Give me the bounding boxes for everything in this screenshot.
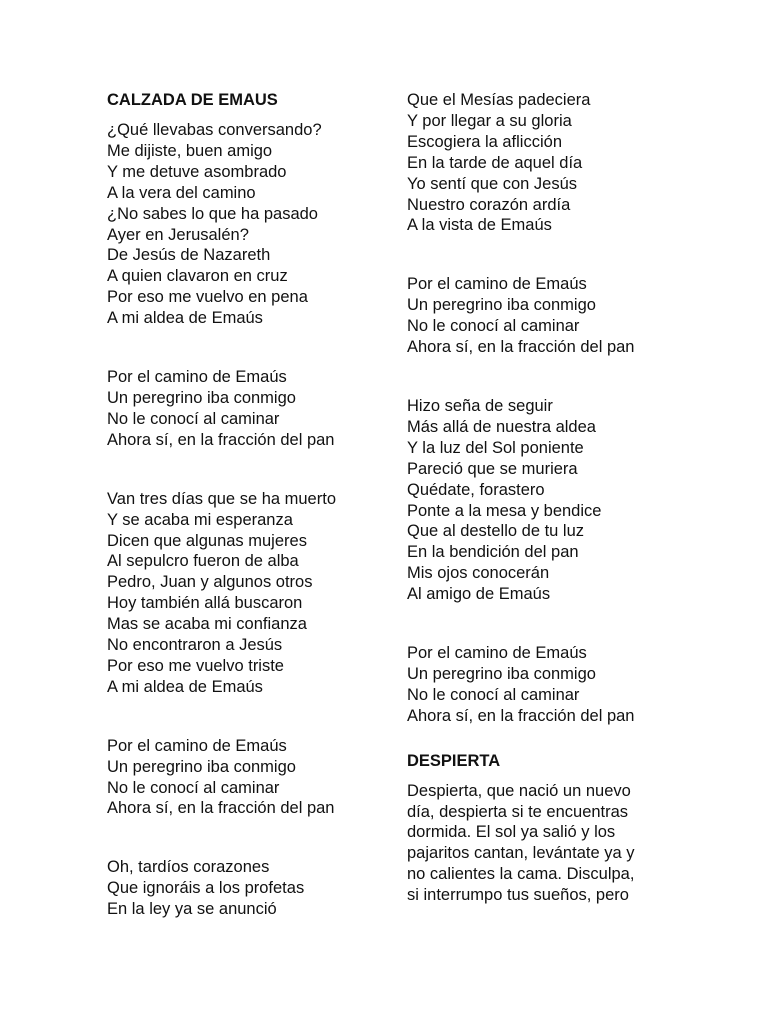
song-title: CALZADA DE EMAUS	[107, 91, 278, 109]
verse-line: Que ignoráis a los profetas	[107, 879, 305, 898]
verse-line: Al amigo de Emaús	[407, 585, 551, 604]
paragraph-line: Despierta, que nació un nuevo	[407, 781, 631, 800]
paragraph-line: dormida. El sol ya salió y los	[407, 823, 616, 842]
verse-line: Al sepulcro fueron de alba	[107, 552, 299, 571]
verse-line: A quien clavaron en cruz	[107, 267, 288, 286]
verse-line: De Jesús de Nazareth	[107, 246, 271, 265]
verse-line: Nuestro corazón ardía	[407, 195, 571, 214]
right-stanzas	[407, 90, 657, 727]
stanza	[107, 857, 387, 920]
stanza	[107, 367, 387, 451]
second-song-title: DESPIERTA	[407, 751, 501, 770]
prose-paragraph	[407, 781, 657, 906]
verse-line: A la vera del camino	[107, 183, 256, 202]
verse-line: Van tres días que se ha muerto	[107, 489, 336, 508]
verse-line: No encontraron a Jesús	[107, 636, 283, 655]
stanza	[407, 396, 657, 605]
verse-line: Ayer en Jerusalén?	[107, 225, 249, 244]
verse-line: Ahora sí, en la fracción del pan	[407, 706, 635, 725]
verse-line: Un peregrino iba conmigo	[107, 757, 296, 776]
verse-line: No le conocí al caminar	[407, 685, 580, 704]
verse-line: Ahora sí, en la fracción del pan	[107, 430, 335, 449]
paragraph-line: pajaritos cantan, levántate ya y	[407, 844, 635, 863]
stanza	[107, 736, 387, 820]
left-stanzas	[107, 120, 387, 920]
verse-line: Un peregrino iba conmigo	[407, 664, 596, 683]
right-column	[407, 90, 657, 906]
verse-line: Escogiera la aflicción	[407, 132, 562, 151]
verse-line: Un peregrino iba conmigo	[107, 388, 296, 407]
verse-line: No le conocí al caminar	[107, 778, 280, 797]
verse-line: A mi aldea de Emaús	[107, 677, 263, 696]
verse-line: A mi aldea de Emaús	[107, 309, 263, 328]
stanza	[107, 489, 387, 698]
paragraph-line: no calientes la cama. Disculpa,	[407, 865, 635, 884]
verse-line: Pedro, Juan y algunos otros	[107, 573, 313, 592]
verse-line: Y por llegar a su gloria	[407, 111, 572, 130]
verse-line: Un peregrino iba conmigo	[407, 296, 596, 315]
verse-line: Por eso me vuelvo triste	[107, 656, 284, 675]
paragraph-line: si interrumpo tus sueños, pero	[407, 886, 629, 905]
verse-line: Por eso me vuelvo en pena	[107, 288, 308, 307]
verse-line: Ponte a la mesa y bendice	[407, 501, 602, 520]
verse-line: Por el camino de Emaús	[107, 736, 287, 755]
stanza	[407, 90, 657, 236]
verse-line: Mis ojos conocerán	[407, 564, 550, 583]
verse-line: En la tarde de aquel día	[407, 153, 583, 172]
verse-line: No le conocí al caminar	[407, 317, 580, 336]
verse-line: ¿Qué llevabas conversando?	[107, 121, 322, 139]
verse-line: En la ley ya se anunció	[107, 900, 277, 919]
verse-line: Ahora sí, en la fracción del pan	[107, 799, 335, 818]
verse-line: Y la luz del Sol poniente	[407, 438, 584, 457]
verse-line: Más allá de nuestra aldea	[407, 417, 596, 436]
verse-line: En la bendición del pan	[407, 543, 579, 562]
verse-line: A la vista de Emaús	[407, 216, 552, 235]
stanza	[407, 643, 657, 727]
paragraph-line: día, despierta si te encuentras	[407, 802, 629, 821]
verse-line: Mas se acaba mi confianza	[107, 615, 307, 634]
verse-line: Pareció que se muriera	[407, 459, 578, 478]
verse-line: Por el camino de Emaús	[407, 275, 587, 294]
verse-line: Por el camino de Emaús	[107, 368, 287, 387]
verse-line: Ahora sí, en la fracción del pan	[407, 338, 635, 357]
verse-line: Yo sentí que con Jesús	[407, 174, 578, 193]
verse-line: Dicen que algunas mujeres	[107, 531, 307, 550]
stanza	[407, 274, 657, 358]
verse-line: No le conocí al caminar	[107, 409, 280, 428]
verse-line: Que el Mesías padeciera	[407, 91, 591, 109]
stanza	[107, 120, 387, 329]
verse-line: Y me detuve asombrado	[107, 162, 287, 181]
verse-line: Y se acaba mi esperanza	[107, 510, 293, 529]
verse-line: Me dijiste, buen amigo	[107, 141, 273, 160]
verse-line: Por el camino de Emaús	[407, 644, 587, 663]
left-column	[107, 90, 387, 920]
verse-line: ¿No sabes lo que ha pasado	[107, 204, 318, 223]
verse-line: Hizo seña de seguir	[407, 396, 553, 415]
verse-line: Hoy también allá buscaron	[107, 594, 303, 613]
verse-line: Quédate, forastero	[407, 480, 545, 499]
verse-line: Oh, tardíos corazones	[107, 858, 270, 877]
verse-line: Que al destello de tu luz	[407, 522, 585, 541]
